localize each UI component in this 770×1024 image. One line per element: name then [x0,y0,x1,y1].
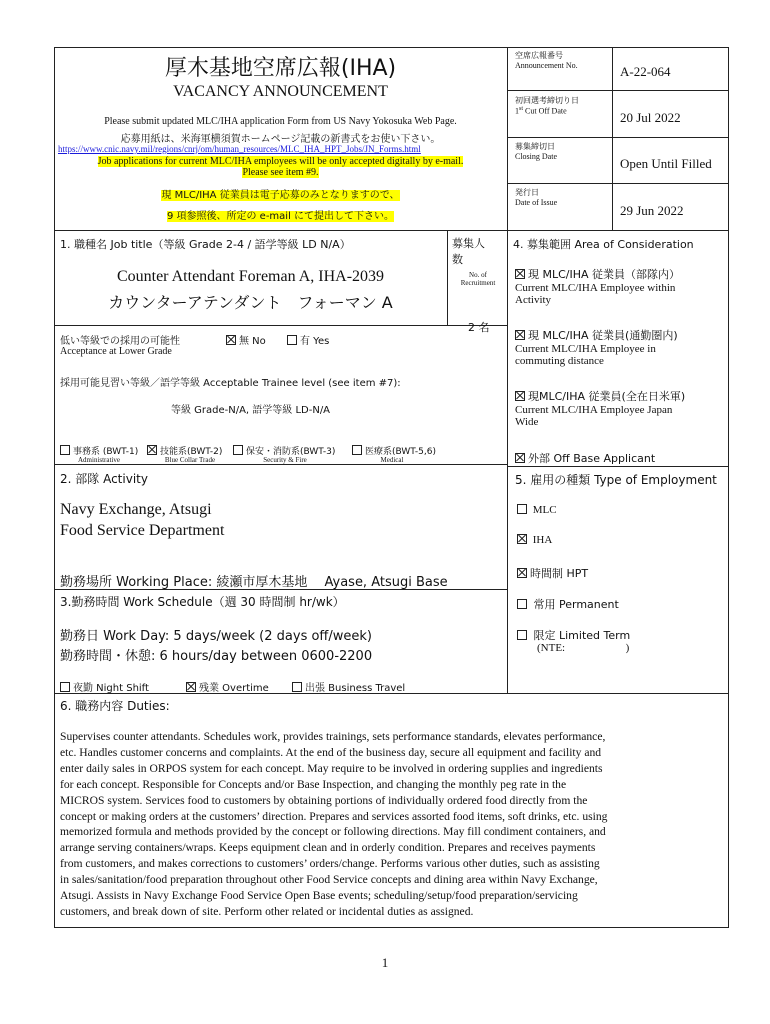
cutoff-label-jp: 初回選考締切り日 [515,96,579,105]
issue-label-en: Date of Issue [515,198,558,207]
consideration-activity-en: Current MLC/IHA Employee within Activity [515,282,676,306]
employment-label: 5. 雇用の種類 Type of Employment [515,473,717,487]
recruit-label-jp: 募集人 数 [452,237,485,266]
consideration-commuting-jp: 現 MLC/IHA 従業員(通勤圏内) [528,329,678,342]
page-title-en: VACANCY ANNOUNCEMENT [173,83,388,100]
duties-line: MICROS system. Services food to customers by obtaining portions of individually ordered food directly from the [60,793,588,807]
lower-grade-no-label: 無 No [239,336,266,347]
issue-label-jp: 発行日 [515,188,539,197]
job-title-label: 1. 職種名 Job title（等級 Grade 2-4 / 語学等級 LD N/A） [60,238,351,251]
trainee-value: 等級 Grade-N/A, 語学等級 LD-N/A [170,405,331,416]
duties-line: for each concept. Responsible for Concepts and/or Base Inspection, and changing the monthly peg rate in the [60,777,567,791]
business-travel-checkbox[interactable] [292,682,302,692]
duties-line: concept or making orders at the customers’ direction. Prepares and services assorted food items, soft drinks, etc. using [60,809,608,823]
category-security-sub: Security & Fire [263,456,307,464]
lower-grade-label-en: Acceptance at Lower Grade [60,346,172,357]
consideration-offbase-label: 外部 Off Base Applicant [528,452,656,465]
consideration-offbase-checkbox[interactable] [515,453,525,463]
digital-notice-jp-1: 現 MLC/IHA 従業員は電子応募のみとなりますので、 [161,190,400,201]
digital-notice-en-1: Job applications for current MLC/IHA employees will be only accepted digitally by e-mail. [97,156,464,167]
announcement-label-en: Announcement No. [515,61,578,70]
section-line [507,466,729,467]
info-divider [612,47,613,230]
work-hours: 勤務時間・休憩: 6 hours/day between 0600-2200 [60,649,373,664]
recruit-count: 2 名 [468,321,490,334]
employment-permanent-checkbox[interactable] [517,599,527,609]
category-trade-checkbox[interactable] [147,445,157,455]
recruit-divider [447,230,448,325]
consideration-japan-wide-jp: 現MLC/IHA 従業員(全在日米軍) [528,390,686,403]
lower-grade-yes-label: 有 Yes [300,336,330,347]
category-admin-checkbox[interactable] [60,445,70,455]
night-shift-label: 夜勤 Night Shift [73,683,149,694]
section-line [54,464,507,465]
employment-hpt-label: 時間制 HPT [530,567,589,580]
closing-date: Open Until Filled [620,156,712,171]
digital-notice-jp-2: 9 項参照後、所定の e-mail にて提出して下さい。 [166,211,395,222]
trainee-label: 採用可能見習い等級／語学等級 Acceptable Trainee level (see item #7): [60,378,401,389]
category-admin-label: 事務系 (BWT-1) [73,447,139,457]
employment-mlc-label: MLC [532,504,557,516]
employment-limited-checkbox[interactable] [517,630,527,640]
cutoff-label-en: 1st Cut Off Date [515,106,567,116]
business-travel-label: 出張 Business Travel [305,683,406,694]
employment-iha-label: IHA [532,534,553,546]
consideration-activity-checkbox[interactable] [515,269,525,279]
category-trade-sub: Blue Collar Trade [164,456,216,464]
employment-iha-checkbox[interactable] [517,534,527,544]
digital-notice-en-2: Please see item #9. [242,167,319,178]
employment-hpt-checkbox[interactable] [517,568,527,578]
duties-label: 6. 職務内容 Duties: [60,699,170,713]
forms-link[interactable]: https://www.cnic.navy.mil/regions/cnrj/om/human_resources/MLC_IHA_HPT_Jobs/JN_Forms.html [58,144,421,154]
category-medical-sub: Medical [380,456,404,464]
working-place: 勤務場所 Working Place: 綾瀬市厚木基地 Ayase, Atsugi Base [60,575,448,590]
job-title-jp: カウンターアテンダント フォーマン A [108,293,393,312]
work-day: 勤務日 Work Day: 5 days/week (2 days off/week) [60,629,372,644]
category-security-checkbox[interactable] [233,445,243,455]
employment-limited-label: 限定 Limited Term [533,629,631,642]
submit-instruction-jp: 応募用紙は、米海軍横須賀ホームページ記載の新書式をお使い下さい。 [120,134,441,145]
employment-mlc-checkbox[interactable] [517,504,527,514]
duties-line: enter daily sales in ORPOS system for each concept. May require to be involved in ordering supplies and ingredients [60,761,603,775]
category-medical-label: 医療系(BWT-5,6) [365,447,437,457]
page-number: 1 [381,955,389,970]
section-line [54,230,729,231]
header-divider [507,47,508,230]
duties-line: Supervises counter attendants. Schedules work, provides trainings, sets performance standards, elevates performance, [60,730,606,743]
duties-line: etc. Handles customer concerns and complaints. At the end of the business day, secure all equipment and facility and [60,745,602,759]
duties-line: arrange serving containers/wraps. Keeps equipment clean and in orderly condition. Prepares and receives payments [60,841,596,855]
category-security-label: 保安・消防系(BWT-3) [246,447,336,457]
lower-grade-yes-checkbox[interactable] [287,335,297,345]
lower-grade-label-jp: 低い等級での採用の可能性 [60,336,180,347]
announcement-label-jp: 空席広報番号 [515,51,563,60]
duties-line: from customers, and makes corrections to customers’ orders/change. Performs various other duties, such as assisting [60,857,600,871]
consideration-commuting-en: Current MLC/IHA Employee in commuting distance [515,343,656,367]
duties-line: Atsugi. Assists in Navy Exchange Food Service Open Base events; scheduling/setup/food preparation/servicing [60,889,578,903]
night-shift-checkbox[interactable] [60,682,70,692]
duties-line: in sales/sanitation/food preparation throughout other Food Service concepts and dining area within Navy Exchange, [60,873,598,887]
issue-date: 29 Jun 2022 [620,203,684,218]
job-title-en: Counter Attendant Foreman A, IHA-2039 [116,268,385,285]
info-row-line [507,90,729,91]
schedule-label: 3.勤務時間 Work Schedule（週 30 時間制 hr/wk） [60,595,345,609]
closing-label-jp: 募集締切日 [515,142,555,151]
duties-line: customers, and break down of site. Perform other related or incidental duties as assigned. [60,904,474,918]
consideration-activity-jp: 現 MLC/IHA 従業員（部隊内） [528,268,681,281]
employment-nte: (NTE: ) [537,642,630,654]
consideration-japan-wide-checkbox[interactable] [515,391,525,401]
duties-line: memorized formula and methods provided by the concept or following directions. May fill condiment containers, and [60,825,606,839]
duties-text [60,729,728,920]
consideration-japan-wide-en: Current MLC/IHA Employee Japan Wide [515,404,673,428]
lower-grade-no-checkbox[interactable] [226,335,236,345]
overtime-checkbox[interactable] [186,682,196,692]
category-admin-sub: Administrative [78,456,120,464]
employment-permanent-label: 常用 Permanent [533,598,619,611]
cutoff-date: 20 Jul 2022 [620,110,681,125]
info-row-line [507,183,729,184]
submit-instruction-en: Please submit updated MLC/IHA application Form from US Navy Yokosuka Web Page. [104,116,457,127]
page-title-jp: 厚木基地空席広報(IHA) [164,56,397,81]
announcement-number: A-22-064 [620,64,671,79]
category-trade-label: 技能系(BWT-2) [160,447,223,457]
activity-label: 2. 部隊 Activity [60,472,148,486]
category-medical-checkbox[interactable] [352,445,362,455]
section-line [54,325,507,326]
activity-line-1: Navy Exchange, Atsugi [60,501,212,518]
consideration-label: 4. 募集範囲 Area of Consideration [513,238,694,251]
consideration-commuting-checkbox[interactable] [515,330,525,340]
closing-label-en: Closing Date [515,152,557,161]
overtime-label: 残業 Overtime [199,683,269,694]
main-divider [507,230,508,693]
info-row-line [507,137,729,138]
recruit-label-en: No. of Recruitment [460,271,496,287]
activity-line-2: Food Service Department [60,522,225,539]
